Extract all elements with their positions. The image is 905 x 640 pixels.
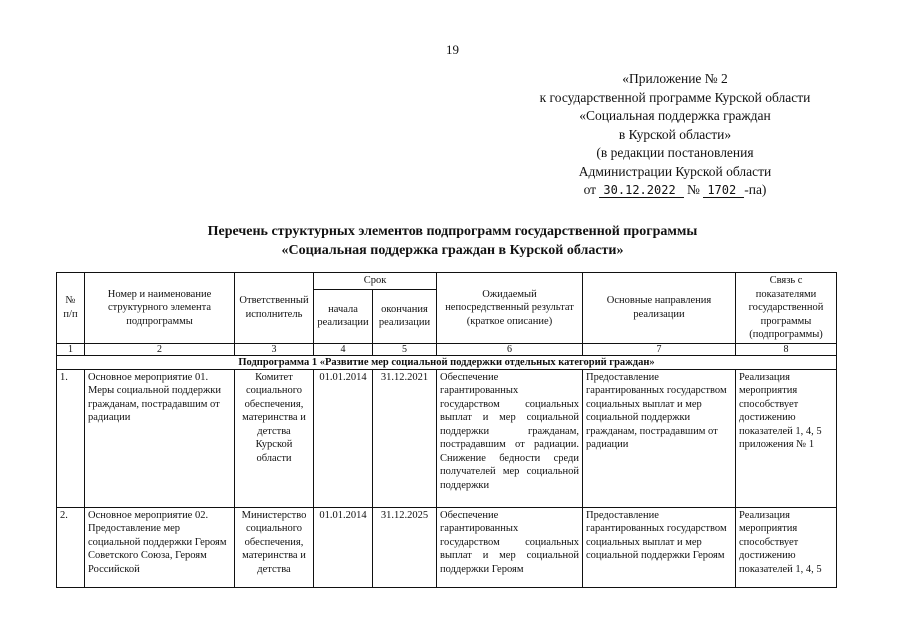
- column-number: 1: [57, 343, 85, 355]
- header-link: Связь с показателями государственной программы (подпрограммы): [736, 273, 837, 344]
- appendix-line: в Курской области»: [618, 126, 732, 142]
- row-directions: Предоставление гарантированных государством социальных выплат и мер социальной поддержки Героям: [583, 507, 736, 587]
- appendix-line: Администрации Курской области: [578, 163, 772, 179]
- row-directions: Предоставление гарантированных государством социальных выплат и мер социальной поддержки гражданам, пострадавшим от радиации: [583, 369, 736, 507]
- table-row: [57, 507, 837, 587]
- header-executor: Ответственный исполнитель: [235, 273, 314, 344]
- row-num: 1.: [57, 369, 85, 507]
- row-result: Обеспечение гарантированных государством социальных выплат и мер социальной поддержки Героям: [437, 507, 583, 587]
- column-number: 5: [373, 343, 437, 355]
- row-executor: Министерство социального обеспечения, материнства и детства: [235, 507, 314, 587]
- column-number: 6: [437, 343, 583, 355]
- row-name: Основное мероприятие 01. Меры социальной поддержки гражданам, пострадавшим от радиации: [85, 369, 235, 507]
- resolution-date: 30.12.2022: [599, 183, 683, 198]
- header-start: начала реализации: [314, 289, 373, 343]
- appendix-date-line: [505, 181, 845, 200]
- appendix-header: [505, 70, 845, 200]
- title-line-2: «Социальная поддержка граждан в Курской области»: [281, 243, 624, 258]
- row-executor: Комитет социального обеспечения, материнства и детства Курской области: [235, 369, 314, 507]
- column-number: 3: [235, 343, 314, 355]
- appendix-line: к государственной программе Курской области: [539, 89, 811, 105]
- number-suffix: -па): [744, 182, 767, 197]
- row-start: 01.01.2014: [314, 369, 373, 507]
- resolution-number: 1702: [703, 183, 744, 198]
- structural-elements-table: [56, 272, 837, 588]
- page-number: 19: [446, 42, 459, 57]
- row-num: 2.: [57, 507, 85, 587]
- subprogram-title: Подпрограмма 1 «Развитие мер социальной поддержки отдельных категорий граждан»: [57, 355, 837, 369]
- row-result: Обеспечение гарантированных государством социальных выплат и мер социальной поддержки гражданам, пострадавшим от радиации. Снижение бедности среди получателей мер социальной поддержки: [437, 369, 583, 507]
- appendix-line: «Приложение № 2: [622, 71, 728, 86]
- row-end: 31.12.2025: [373, 507, 437, 587]
- column-number: 8: [736, 343, 837, 355]
- appendix-line: «Социальная поддержка граждан: [579, 108, 771, 123]
- document-title: [0, 222, 905, 260]
- header-result: Ожидаемый непосредственный результат (краткое описание): [437, 273, 583, 344]
- header-directions: Основные направления реализации: [583, 273, 736, 344]
- date-prefix: от: [583, 182, 597, 197]
- column-numbers-row: [57, 343, 837, 355]
- row-start: 01.01.2014: [314, 507, 373, 587]
- header-name: Номер и наименование структурного элемента подпрограммы: [85, 273, 235, 344]
- row-name: Основное мероприятие 02. Предоставление мер социальной поддержки Героям Советского Союза, Героям Российской: [85, 507, 235, 587]
- column-number: 7: [583, 343, 736, 355]
- appendix-line: (в редакции постановления: [596, 145, 754, 160]
- header-num: № п/п: [57, 273, 85, 344]
- subprogram-row: [57, 355, 837, 369]
- table-row: [57, 369, 837, 507]
- row-link: Реализация мероприятия способствует достижению показателей 1, 4, 5: [736, 507, 837, 587]
- header-end: окончания реализации: [373, 289, 437, 343]
- row-end: 31.12.2021: [373, 369, 437, 507]
- header-term: Срок: [314, 273, 437, 290]
- title-line-1: Перечень структурных элементов подпрограмм государственной программы: [207, 224, 698, 239]
- column-number: 4: [314, 343, 373, 355]
- column-number: 2: [85, 343, 235, 355]
- number-sign: №: [687, 182, 700, 197]
- row-link: Реализация мероприятия способствует достижению показателей 1, 4, 5 приложения № 1: [736, 369, 837, 507]
